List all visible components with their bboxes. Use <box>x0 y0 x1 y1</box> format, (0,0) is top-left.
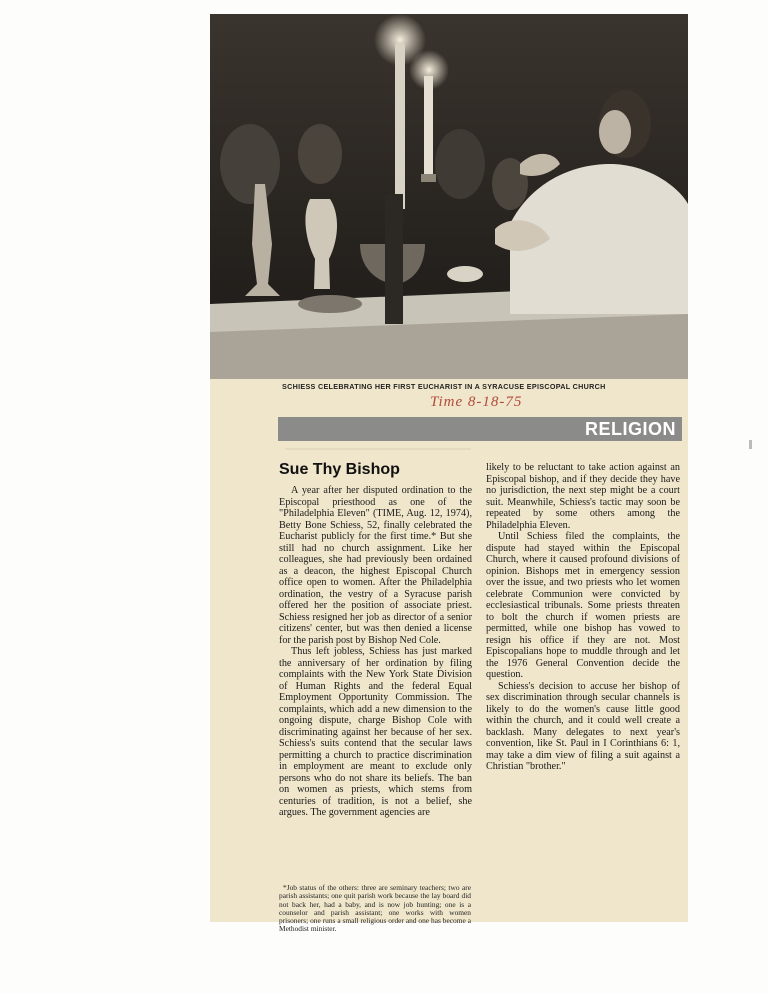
paragraph: Until Schiess filed the complaints, the dispute had stayed within the Episcopal Church, where it caused profound divisions of opinion. Bishops met in emergency session over the issue, and two priests who let women celebrate Communion were convicted by ecclesiastical tribunals. Some priests threaten to bolt the church if women priests are permitted, while one bishop has vowed to resign his office if they are not. Most Episcopalians hope to muddle through and let the 1976 General Convention decide the question. <box>486 531 680 680</box>
handwritten-date: Time 8-18-75 <box>430 394 523 410</box>
page-mark <box>749 440 752 449</box>
paragraph: Thus left jobless, Schiess has just marked the anniversary of her ordination by filing complaints with the New York State Division of Human Rights and the federal Equal Employment Opportunity Commission. The complaints, which add a new dimension to the ongoing dispute, charge Bishop Cole with discriminating against her because of her sex. Schiess's suits contend that the secular laws permitting a church to practice discrimination in employment are meant to exclude only persons who do not share its beliefs. The ban on women as priests, which stems from centuries of tradition, is not a belief, she argues. The government agencies are <box>279 646 472 818</box>
photo-caption: SCHIESS CELEBRATING HER FIRST EUCHARIST IN A SYRACUSE EPISCOPAL CHURCH <box>282 382 606 391</box>
bleed-through-text <box>285 448 471 450</box>
footnote <box>279 884 471 934</box>
paragraph: A year after her disputed ordination to the Episcopal priesthood as one of the "Philadelphia Eleven" (TIME, Aug. 12, 1974), Betty Bone Schiess, 52, finally celebrated the Eucharist publicly for the first time.* But she still had no church assignment. Like her colleagues, she had previously been ordained as a deacon, the highest Episcopal Church office open to women. After the Philadelphia ordination, the vestry of a Syracuse parish offered her the position of associate priest. Schiess resigned her job as director of a senior citizens' center, but was then denied a license for the parish post by Bishop Ned Cole. <box>279 485 472 646</box>
paragraph: likely to be reluctant to take action against an Episcopal bishop, and if they decide they have no jurisdiction, the next step might be a court suit. Meanwhile, Schiess's tactic may soon be repeated by some others among the Philadelphia Eleven. <box>486 462 680 531</box>
article-column-2 <box>486 462 680 773</box>
footnote-text: *Job status of the others: three are seminary teachers; two are parish assistants; one quit parish work because the lay board did not back her, had a baby, and is now job hunting; one is a counselor and parish assistant; one works with women prisoners; one runs a small religious order and one has become a Methodist minister. <box>279 883 471 934</box>
section-header <box>278 417 682 441</box>
article-headline: Sue Thy Bishop <box>279 461 400 478</box>
paragraph: Schiess's decision to accuse her bishop of sex discrimination through secular channels is likely to do the women's cause little good within the church, and it could well create a backlash. Many delegates to next year's convention, like St. Paul in I Corinthians 6: 1, may take a dim view of filing a suit against a Christian "brother." <box>486 680 680 772</box>
article-column-1 <box>279 485 472 819</box>
section-label: RELIGION <box>584 419 676 439</box>
eucharist-photo <box>210 14 688 379</box>
